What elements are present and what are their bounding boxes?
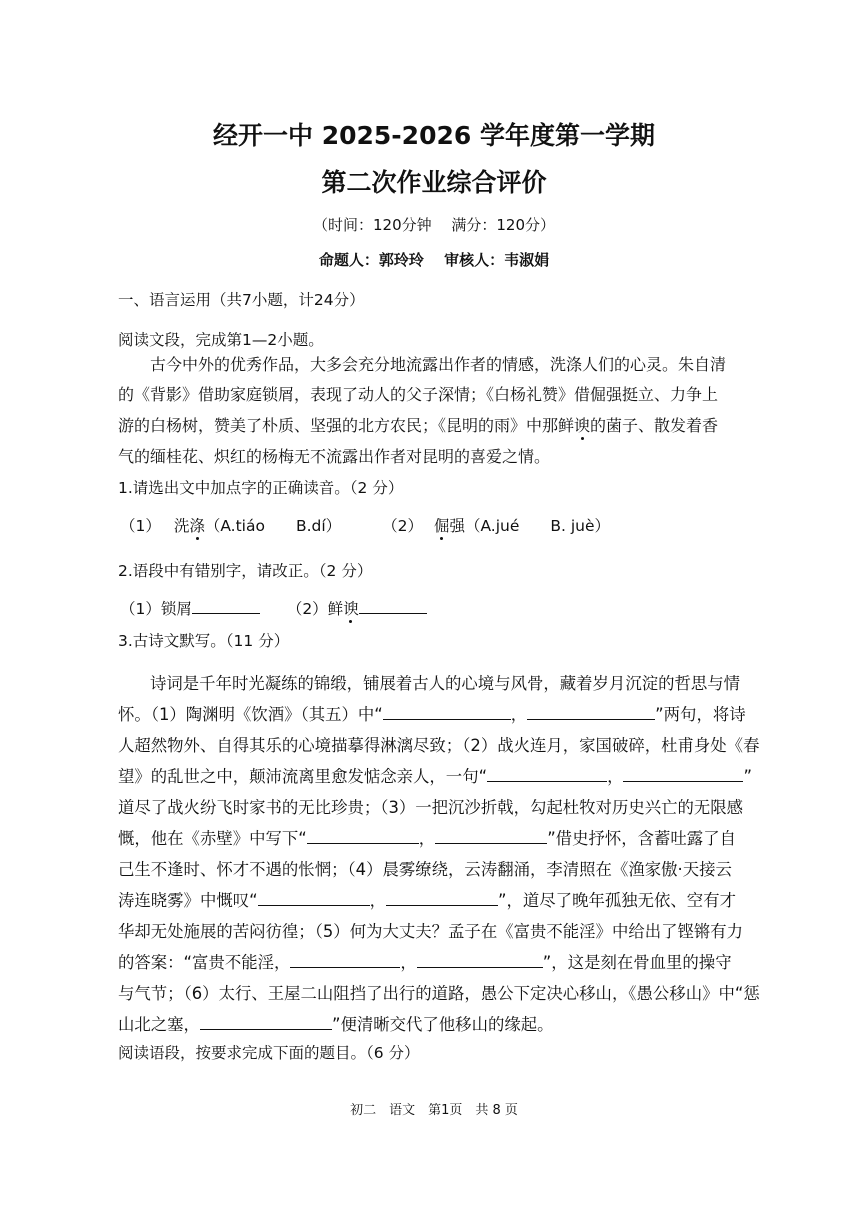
passage-line — [118, 413, 718, 436]
exam-title-line2: 第二次作业综合评价 — [321, 168, 547, 197]
q3-line: 慨，他在《赤壁》中写下“ ， ”借史抒怀，含蓄吐露了自 — [118, 829, 736, 848]
item-label: （2）鲜谀 — [287, 600, 359, 618]
q3-line: 人超然物外、自得其乐的心境描摹得淋漓尽致；（2）战火连月，家国破碎，杜甫身处《春 — [118, 736, 760, 755]
answer-blank[interactable] — [383, 704, 511, 720]
passage-line: 古今中外的优秀作品，大多会充分地流露出作者的情感，洗涤人们的心灵。朱自清 — [150, 355, 727, 374]
passage-text: 的菌子、散发着香 — [590, 416, 719, 435]
answer-blank[interactable] — [359, 599, 427, 614]
q3-line: 华却无处施展的苦闷彷徨；（5）何为大丈夫？孟子在《富贵不能淫》中给出了铿锵有力 — [118, 922, 744, 941]
answer-blank[interactable] — [290, 952, 400, 968]
exam-authors: 命题人：郭玲玲 审核人：韦淑娟 — [318, 251, 550, 269]
exam-title-line1: 经开一中 2025-2026 学年度第一学期 — [213, 121, 655, 150]
answer-blank[interactable] — [192, 599, 260, 614]
answer-blank[interactable] — [435, 828, 547, 844]
q3-line: 怀。（1）陶渊明《饮酒》（其五）中“ ， ”两句，将诗 — [118, 705, 746, 724]
part-number: （2） — [382, 517, 423, 535]
question-1-options — [120, 514, 610, 536]
q3-line: 望》的乱世之中，颠沛流离里愈发惦念亲人，一句“ ， ” — [118, 767, 752, 786]
answer-blank[interactable] — [307, 828, 419, 844]
answer-blank[interactable] — [386, 890, 498, 906]
passage-line: 气的缅桂花、炽红的杨梅无不流露出作者对昆明的喜爱之情。 — [118, 447, 551, 466]
question-1-stem: 1.请选出文中加点字的正确读音。（2 分） — [118, 479, 404, 497]
answer-blank[interactable] — [487, 766, 607, 782]
question-2-items — [120, 597, 427, 619]
q3-line: 己生不逢时、怀才不遇的怅惘；（4）晨雾缭绕，云涛翻涌，李清照在《渔家傲·天接云 — [118, 860, 732, 879]
answer-blank[interactable] — [200, 1014, 332, 1030]
question-3-stem: 3.古诗文默写。（11 分） — [118, 632, 290, 650]
q3-line: 涛连晓雾》中慨叹“ ， ”，道尽了晚年孤独无依、空有才 — [118, 891, 736, 910]
dotted-char: 倔 — [434, 514, 450, 536]
word: 洗涤 — [174, 517, 205, 535]
q3-line: 的答案：“富贵不能淫， ， ”，这是刻在骨血里的操守 — [118, 953, 732, 972]
options: （A.tiáo B.dí） — [204, 517, 342, 535]
word: 倔强 — [434, 517, 465, 535]
item-label: （1）锁屑 — [120, 600, 192, 618]
options: （A.jué B. juè） — [464, 517, 611, 535]
passage-text: 游的白杨树，赞美了朴质、坚强的北方农民；《昆明的雨》中那鲜 — [118, 416, 575, 435]
passage-line: 的《背影》借助家庭锁屑，表现了动人的父子深情；《白杨礼赞》借倔强挺立、力争上 — [118, 385, 719, 404]
q3-line: 山北之塞， ”便清晰交代了他移山的缘起。 — [118, 1015, 554, 1034]
exam-time-info: （时间：120分钟 满分：120分） — [312, 216, 556, 234]
section-heading: 一、语言运用（共7小题，计24分） — [118, 291, 365, 309]
q3-line: 道尽了战火纷飞时家书的无比珍贵；（3）一把沉沙折戟，勾起杜牧对历史兴亡的无限感 — [118, 798, 744, 817]
dotted-char: 谀 — [343, 597, 359, 619]
question-2-stem: 2.语段中有错别字，请改正。（2 分） — [118, 562, 373, 580]
dotted-char: 涤 — [189, 514, 205, 536]
q3-line: 与气节；（6）太行、王屋二山阻挡了出行的道路，愚公下定决心移山，《愚公移山》中“惩 — [118, 984, 760, 1003]
answer-blank[interactable] — [417, 952, 543, 968]
page-footer: 初二 语文 第1页 共 8 页 — [350, 1103, 518, 1118]
dotted-char: 谀 — [574, 413, 590, 436]
part-number: （1） — [120, 517, 161, 535]
answer-blank[interactable] — [258, 890, 370, 906]
next-instruction: 阅读语段，按要求完成下面的题目。（6 分） — [118, 1044, 420, 1062]
answer-blank[interactable] — [623, 766, 743, 782]
reading-instruction: 阅读文段，完成第1—2小题。 — [118, 331, 324, 349]
answer-blank[interactable] — [527, 704, 655, 720]
q3-line: 诗词是千年时光凝练的锦缎，铺展着古人的心境与风骨，藏着岁月沉淀的哲思与情 — [150, 674, 741, 693]
